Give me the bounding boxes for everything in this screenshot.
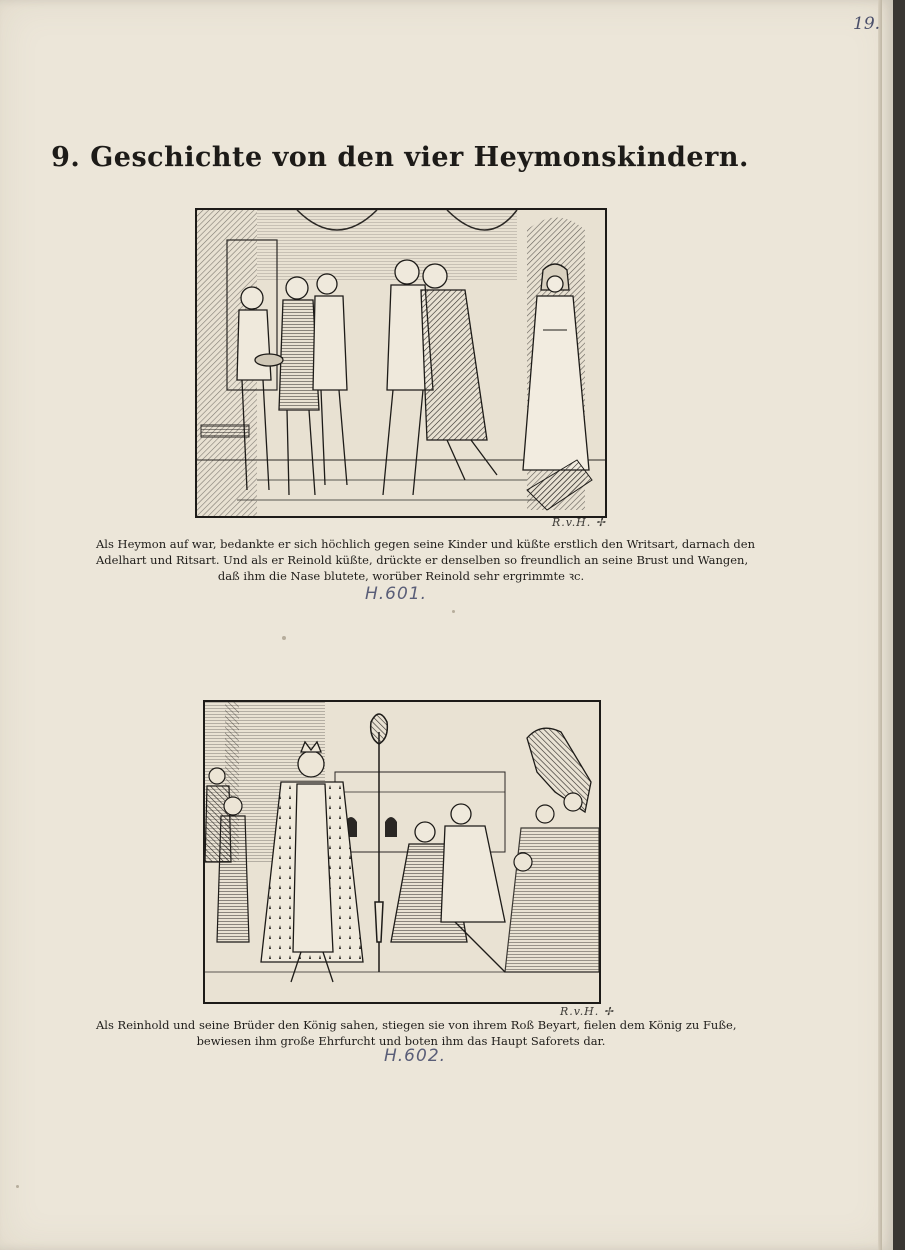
paper-speck (452, 610, 455, 613)
illustration-2-drawing (205, 702, 599, 1002)
paper-speck (16, 1185, 19, 1188)
caption-2-line-1: Als Reinhold und seine Brüder den König sahen, stiegen sie von ihrem Roß Beyart, fielen dem König zu Fuße, (96, 1018, 737, 1032)
illustration-1-drawing (197, 210, 605, 516)
illustration-1-engraving (195, 208, 607, 518)
illustration-2-caption (96, 1017, 737, 1049)
illustration-2-signature: R.v.H. ✢ (560, 1005, 614, 1018)
illustration-2-inventory-number: H.602. (384, 1046, 447, 1066)
paper-speck (282, 636, 286, 640)
illustration-1-caption (96, 536, 755, 584)
caption-2-line-2: bewiesen ihm große Ehrfurcht und boten ihm das Haupt Saforets dar. (196, 1034, 606, 1048)
caption-1-line-3: daß ihm die Nase blutete, worüber Reinold sehr ergrimmte ꝛc. (217, 569, 585, 583)
caption-1-line-1: Als Heymon auf war, bedankte er sich höchlich gegen seine Kinder und küßte erstlich den Writsart, darnach den (96, 537, 755, 551)
caption-1-line-2: Adelhart und Ritsart. Und als er Reinold küßte, drückte er denselben so freundlich an seine Brust und Wangen, (96, 553, 749, 567)
page-edge (878, 0, 882, 1250)
illustration-1-inventory-number: H.601. (365, 584, 428, 604)
illustration-1-signature: R.v.H. ✢ (552, 516, 606, 529)
page-title: 9. Geschichte von den vier Heymonskindern. (51, 142, 749, 173)
illustration-2-engraving (203, 700, 601, 1004)
page-number: 19. (853, 14, 881, 34)
